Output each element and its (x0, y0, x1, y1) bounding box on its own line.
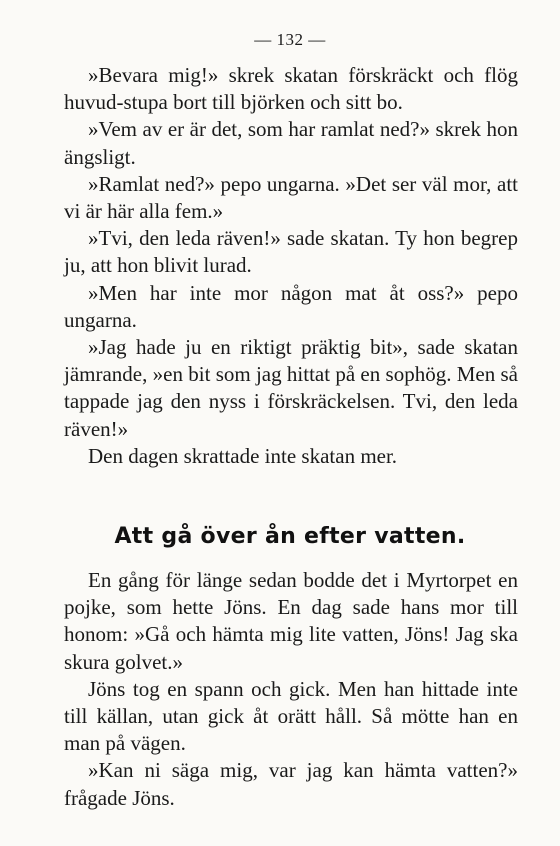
chapter-body (64, 567, 518, 812)
paragraph: »Tvi, den leda räven!» sade skatan. Ty hon begrep ju, att hon blivit lurad. (64, 226, 518, 278)
paragraph: »Ramlat ned?» pepo ungarna. »Det ser väl mor, att vi är här alla fem.» (64, 171, 518, 224)
story-ending (64, 62, 518, 470)
paragraph: »Jag hade ju en riktigt präktig bit», sade skatan jämrande, »en bit som jag hittat på en sophög. Men så tappade jag den nyss i förskräckelsen. Tvi, den leda räven!» (64, 335, 518, 441)
paragraph: En gång för länge sedan bodde det i Myrtorpet en pojke, som hette Jöns. En dag sade hans mor till honom: »Gå och hämta mig lite vatten, Jöns! Jag ska skura golvet.» (64, 568, 518, 674)
paragraph: »Men har inte mor någon mat åt oss?» pepo ungarna. (64, 280, 518, 332)
paragraph: »Bevara mig!» skrek skatan förskräckt och flög huvud-stupa bort till björken och sitt bo. (64, 63, 518, 115)
paragraph: Den dagen skrattade inte skatan mer. (88, 443, 398, 468)
paragraph: Jöns tog en spann och gick. Men han hittade inte till källan, utan gick åt orätt håll. Så mötte han en man på vägen. (64, 676, 518, 756)
paragraph: »Vem av er är det, som har ramlat ned?» skrek hon ängsligt. (64, 117, 518, 169)
paragraph: »Kan ni säga mig, var jag kan hämta vatten?» frågade Jöns. (64, 758, 518, 810)
page-number: — 132 — (254, 30, 326, 49)
chapter-heading: Att gå över ån efter vatten. (114, 524, 466, 549)
